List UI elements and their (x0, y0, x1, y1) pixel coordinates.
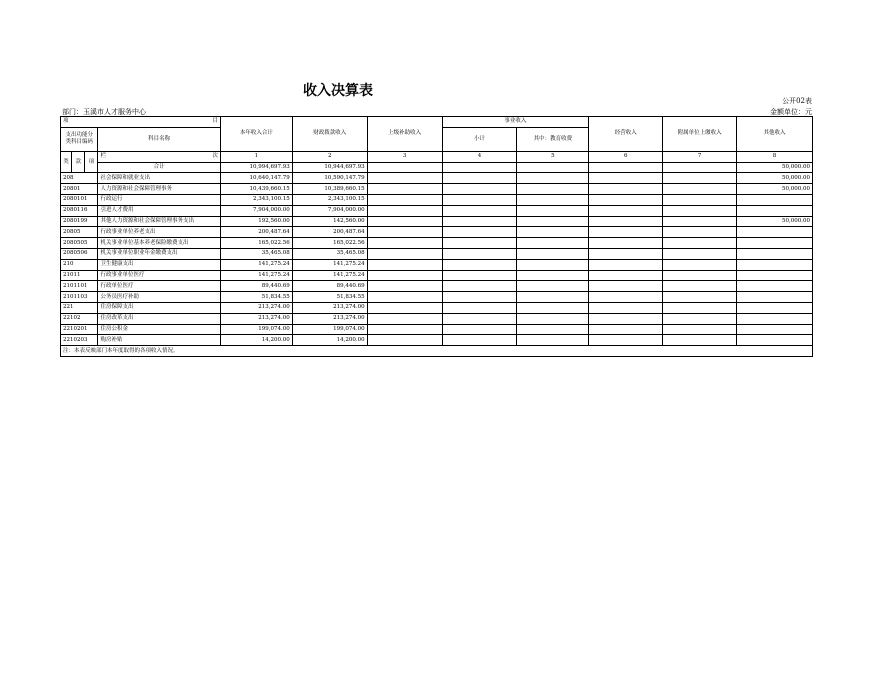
row-fiscal: 2,343,100.15 (292, 194, 367, 205)
row-fiscal: 142,560.00 (292, 216, 367, 227)
empty-cell (517, 238, 589, 249)
row-name: 行政单位医疗 (98, 281, 220, 292)
header-affiliated: 附属单位上缴收入 (663, 117, 737, 152)
empty-cell (367, 248, 442, 259)
empty-cell (589, 302, 663, 313)
unit-label: 金额单位：元 (770, 108, 812, 116)
row-name: 机关事业单位基本养老保险缴费支出 (98, 238, 220, 249)
empty-cell (367, 335, 442, 346)
empty-cell (517, 292, 589, 303)
empty-cell (589, 205, 663, 216)
row-total: 7,904,000.00 (220, 205, 292, 216)
empty-cell (589, 281, 663, 292)
empty-cell (663, 270, 737, 281)
empty-cell (367, 227, 442, 238)
empty-cell (589, 292, 663, 303)
row-other (737, 270, 813, 281)
empty-cell (663, 173, 737, 184)
header-lanci (98, 151, 220, 162)
empty-cell (367, 162, 442, 173)
row-total: 192,560.00 (220, 216, 292, 227)
header-business: 事业收入 (442, 117, 589, 128)
empty-cell (517, 194, 589, 205)
empty-cell (367, 302, 442, 313)
table-row (61, 270, 813, 281)
empty-cell (589, 238, 663, 249)
row-total: 141,275.24 (220, 270, 292, 281)
empty-cell (442, 281, 517, 292)
header-mu: 目 (212, 118, 218, 125)
empty-cell (442, 259, 517, 270)
empty-cell (589, 173, 663, 184)
header-superior: 上级补助收入 (367, 117, 442, 152)
table-row (61, 281, 813, 292)
empty-cell (663, 162, 737, 173)
empty-cell (517, 335, 589, 346)
total-row (61, 162, 813, 173)
table-row (61, 335, 813, 346)
table-row (61, 324, 813, 335)
empty-cell (367, 313, 442, 324)
row-code: 2080199 (61, 216, 98, 227)
empty-cell (367, 184, 442, 195)
row-name: 住房公积金 (98, 324, 220, 335)
empty-cell (663, 184, 737, 195)
empty-cell (517, 281, 589, 292)
row-code: 2210201 (61, 324, 98, 335)
empty-cell (663, 292, 737, 303)
total-fiscal: 10,944,697.93 (292, 162, 367, 173)
row-fiscal: 14,200.00 (292, 335, 367, 346)
row-other (737, 227, 813, 238)
row-code: 20801 (61, 184, 98, 195)
col-num: 8 (737, 151, 813, 162)
row-fiscal: 89,440.69 (292, 281, 367, 292)
row-code: 2080116 (61, 205, 98, 216)
row-total: 14,200.00 (220, 335, 292, 346)
empty-cell (517, 302, 589, 313)
row-total: 213,274.00 (220, 302, 292, 313)
row-other (737, 238, 813, 249)
row-name: 行政运行 (98, 194, 220, 205)
header-lei: 类 (61, 151, 72, 173)
col-num: 3 (367, 151, 442, 162)
table-row (61, 184, 813, 195)
empty-cell (517, 216, 589, 227)
empty-cell (663, 205, 737, 216)
form-code: 公开02表 (782, 97, 812, 105)
row-fiscal: 199,074.00 (292, 324, 367, 335)
empty-cell (442, 184, 517, 195)
empty-cell (663, 302, 737, 313)
empty-cell (517, 324, 589, 335)
empty-cell (663, 227, 737, 238)
empty-cell (517, 205, 589, 216)
row-fiscal: 7,904,000.00 (292, 205, 367, 216)
empty-cell (663, 259, 737, 270)
col-num: 1 (220, 151, 292, 162)
empty-cell (589, 227, 663, 238)
empty-cell (442, 324, 517, 335)
page-title: 收入决算表 (303, 83, 373, 99)
row-code: 21011 (61, 270, 98, 281)
row-name: 人力资源和社会保障管理事务 (98, 184, 220, 195)
empty-cell (589, 313, 663, 324)
row-other (737, 302, 813, 313)
row-fiscal: 213,274.00 (292, 302, 367, 313)
income-table (60, 116, 813, 357)
table-row (61, 302, 813, 313)
row-total: 2,343,100.15 (220, 194, 292, 205)
row-name: 卫生健康支出 (98, 259, 220, 270)
empty-cell (442, 205, 517, 216)
header-kuan: 款 (72, 151, 85, 173)
row-name: 行政事业单位养老支出 (98, 227, 220, 238)
empty-cell (367, 324, 442, 335)
col-num: 2 (292, 151, 367, 162)
row-name: 社会保障和就业支出 (98, 173, 220, 184)
empty-cell (367, 281, 442, 292)
header-name: 科目名称 (98, 127, 220, 151)
header-total: 本年收入合计 (220, 117, 292, 152)
row-name: 行政事业单位医疗 (98, 270, 220, 281)
empty-cell (442, 227, 517, 238)
row-code: 2101103 (61, 292, 98, 303)
row-total: 199,074.00 (220, 324, 292, 335)
empty-cell (589, 270, 663, 281)
empty-cell (517, 248, 589, 259)
header-xiang2: 项 (85, 151, 98, 173)
col-num: 7 (663, 151, 737, 162)
row-fiscal: 213,274.00 (292, 313, 367, 324)
empty-cell (663, 248, 737, 259)
header-xiang: 项 (63, 118, 69, 125)
header-xiangmu (61, 117, 221, 128)
row-code: 2080101 (61, 194, 98, 205)
table-row (61, 194, 813, 205)
table-row (61, 292, 813, 303)
row-fiscal: 35,465.08 (292, 248, 367, 259)
note-row (61, 346, 813, 357)
row-fiscal: 165,022.56 (292, 238, 367, 249)
row-code: 2210203 (61, 335, 98, 346)
row-other (737, 194, 813, 205)
header-other: 其他收入 (737, 117, 813, 152)
row-code: 2080506 (61, 248, 98, 259)
empty-cell (367, 292, 442, 303)
empty-cell (589, 162, 663, 173)
total-label: 合计 (98, 162, 220, 173)
empty-cell (442, 238, 517, 249)
empty-cell (367, 173, 442, 184)
table-note: 注：本表反映部门本年度取得的各项收入情况。 (61, 346, 813, 357)
empty-cell (517, 162, 589, 173)
row-other (737, 259, 813, 270)
col-num: 5 (517, 151, 589, 162)
col-num: 6 (589, 151, 663, 162)
empty-cell (663, 216, 737, 227)
row-other (737, 292, 813, 303)
row-other (737, 248, 813, 259)
empty-cell (442, 335, 517, 346)
empty-cell (367, 216, 442, 227)
empty-cell (589, 259, 663, 270)
row-code: 20805 (61, 227, 98, 238)
row-name: 引进人才费用 (98, 205, 220, 216)
empty-cell (517, 270, 589, 281)
empty-cell (589, 248, 663, 259)
col-num: 4 (442, 151, 517, 162)
row-fiscal: 10,590,147.79 (292, 173, 367, 184)
empty-cell (517, 184, 589, 195)
empty-cell (442, 248, 517, 259)
row-other: 50,000.00 (737, 216, 813, 227)
row-other: 50,000.00 (737, 173, 813, 184)
row-fiscal: 51,834.55 (292, 292, 367, 303)
empty-cell (367, 270, 442, 281)
empty-cell (589, 184, 663, 195)
empty-cell (589, 335, 663, 346)
table-row (61, 248, 813, 259)
row-total: 10,640,147.79 (220, 173, 292, 184)
header-code: 支出功能分类科目编码 (61, 127, 98, 151)
empty-cell (442, 216, 517, 227)
table-row (61, 313, 813, 324)
empty-cell (663, 324, 737, 335)
row-fiscal: 141,275.24 (292, 259, 367, 270)
header-ci: 次 (212, 153, 218, 160)
header-row-1 (61, 117, 813, 128)
row-total: 89,440.69 (220, 281, 292, 292)
row-fiscal: 200,487.64 (292, 227, 367, 238)
empty-cell (663, 313, 737, 324)
row-total: 51,834.55 (220, 292, 292, 303)
row-other: 50,000.00 (737, 184, 813, 195)
row-other (737, 205, 813, 216)
empty-cell (663, 281, 737, 292)
empty-cell (442, 162, 517, 173)
table-row (61, 216, 813, 227)
table-row (61, 259, 813, 270)
row-name: 其他人力资源和社会保障管理事务支出 (98, 216, 220, 227)
total-amount: 10,994,697.93 (220, 162, 292, 173)
empty-cell (442, 173, 517, 184)
empty-cell (663, 238, 737, 249)
header-lan: 栏 (100, 153, 106, 160)
row-name: 公务员医疗补助 (98, 292, 220, 303)
row-fiscal: 10,389,660.15 (292, 184, 367, 195)
row-code: 210 (61, 259, 98, 270)
empty-cell (367, 205, 442, 216)
row-code: 208 (61, 173, 98, 184)
row-name: 购房补贴 (98, 335, 220, 346)
empty-cell (367, 238, 442, 249)
empty-cell (442, 270, 517, 281)
empty-cell (442, 194, 517, 205)
row-code: 2101101 (61, 281, 98, 292)
empty-cell (589, 324, 663, 335)
department-label: 部门：玉溪市人才服务中心 (62, 108, 146, 116)
empty-cell (442, 292, 517, 303)
table-row (61, 227, 813, 238)
row-code: 22102 (61, 313, 98, 324)
row-code: 221 (61, 302, 98, 313)
header-education: 其中：教育收费 (517, 127, 589, 151)
row-other (737, 324, 813, 335)
row-total: 141,275.24 (220, 259, 292, 270)
table-row (61, 238, 813, 249)
row-total: 165,022.56 (220, 238, 292, 249)
row-total: 10,439,660.15 (220, 184, 292, 195)
empty-cell (367, 259, 442, 270)
row-total: 213,274.00 (220, 313, 292, 324)
table-row (61, 173, 813, 184)
header-subtotal: 小计 (442, 127, 517, 151)
empty-cell (517, 313, 589, 324)
empty-cell (517, 173, 589, 184)
empty-cell (589, 216, 663, 227)
empty-cell (442, 302, 517, 313)
header-fiscal: 财政拨款收入 (292, 117, 367, 152)
header-operating: 经营收入 (589, 117, 663, 152)
empty-cell (442, 313, 517, 324)
row-other (737, 313, 813, 324)
row-total: 200,487.64 (220, 227, 292, 238)
row-name: 住房改革支出 (98, 313, 220, 324)
header-row-4 (61, 151, 813, 162)
row-fiscal: 141,275.24 (292, 270, 367, 281)
row-total: 35,465.08 (220, 248, 292, 259)
empty-cell (517, 227, 589, 238)
row-name: 住房保障支出 (98, 302, 220, 313)
row-other (737, 281, 813, 292)
empty-cell (367, 194, 442, 205)
empty-cell (517, 259, 589, 270)
empty-cell (663, 194, 737, 205)
row-other (737, 335, 813, 346)
table-row (61, 205, 813, 216)
row-code: 2080505 (61, 238, 98, 249)
empty-cell (589, 194, 663, 205)
row-name: 机关事业单位职业年金缴费支出 (98, 248, 220, 259)
empty-cell (663, 335, 737, 346)
total-other: 50,000.00 (737, 162, 813, 173)
